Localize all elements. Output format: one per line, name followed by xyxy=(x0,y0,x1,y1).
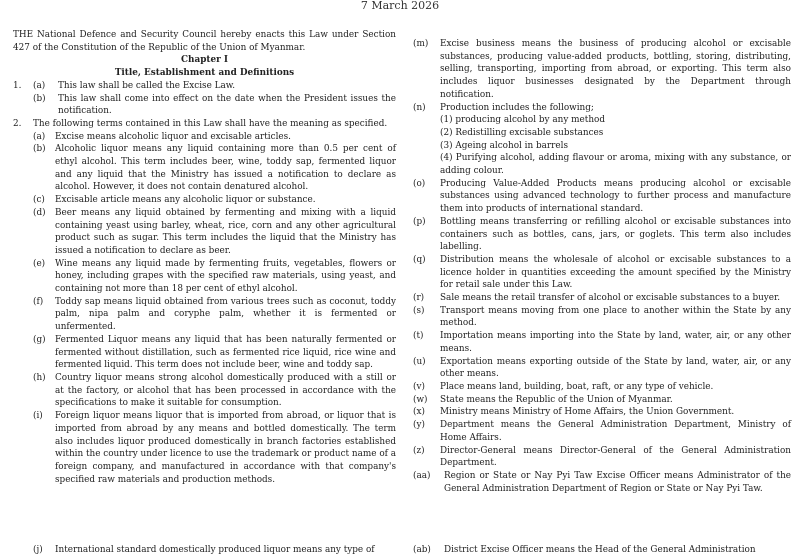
publication-date: 7 March 2026 xyxy=(360,0,440,12)
definition-item xyxy=(33,143,396,194)
item-label: (e) xyxy=(33,258,46,269)
section-number: 1. xyxy=(13,80,22,91)
definition-item xyxy=(413,419,791,444)
item-label: (y) xyxy=(413,420,425,431)
enactment-intro: THE National Defence and Security Council hereby enacts this Law under Section 427 of the Constitution of the Republic of the Union of Myanmar. xyxy=(13,30,396,53)
item-label: (h) xyxy=(33,372,46,383)
item-label: (ab) xyxy=(413,545,431,555)
clause-text: This law shall be called the Excise Law. xyxy=(58,80,236,91)
item-text: Foreign liquor means liquor that is imported from abroad, or liquor that is imported from abroad by any means and bottled domestically. The term also includes liquor produced domestically in branch factories established within the country under licence to use the trademark or product name of a foreign company, and manufactured in accordance with that company's specified raw materials and production methods. xyxy=(55,411,396,485)
definition-item xyxy=(33,258,396,296)
definition-item xyxy=(413,406,791,419)
item-text: Fermented Liquor means any liquid that has been naturally fermented or fermented without distillation, such as fermented rice liquid, rice wine and fermented liquid. This term does not include beer, wine and toddy sap. xyxy=(55,334,396,371)
definition-item xyxy=(413,544,791,557)
clause-label: (b) xyxy=(33,93,46,104)
definition-item xyxy=(33,194,396,207)
definition-item xyxy=(33,334,396,372)
item-text: Country liquor means strong alcohol domestically produced with a still or at the factory, or alcohol that has been processed in accordance with the specifications to make it suitable for consumption. xyxy=(55,372,396,409)
item-label: (p) xyxy=(413,216,426,227)
definition-item xyxy=(33,131,396,144)
item-label: (z) xyxy=(413,445,425,456)
chapter-number: Chapter I xyxy=(181,55,228,66)
item-text: Wine means any liquid made by fermenting fruits, vegetables, flowers or honey, including grapes with the specified raw materials, using yeast, and containing not more than 18 per cent of ethyl alcohol. xyxy=(55,258,396,295)
item-text: Region or State or Nay Pyi Taw Excise Officer means Administrator of the General Administration Department of Region or State or Nay Pyi Taw. xyxy=(444,470,791,494)
definition-item xyxy=(413,178,791,216)
item-text: Beer means any liquid obtained by fermenting and mixing with a liquid containing yeast using barley, wheat, rice, corn and any other agricultural product such as sugar. This term includes the liquid that the Ministry has issued a notification to declare as beer. xyxy=(55,207,396,256)
item-text: Production includes the following; xyxy=(440,102,594,113)
item-label: (aa) xyxy=(413,470,431,481)
item-text: Transport means moving from one place to another within the State by any method. xyxy=(440,305,791,329)
item-label: (u) xyxy=(413,356,426,367)
item-text: State means the Republic of the Union of Myanmar. xyxy=(440,394,673,405)
item-text: Importation means importing into the State by land, water, air, or any other means. xyxy=(440,331,791,354)
left-column xyxy=(13,29,396,486)
definition-item xyxy=(413,216,791,254)
definition-item xyxy=(33,410,396,486)
item-text: Excise business means the business of producing alcohol or excisable substances, producing value-added products, bottling, storing, distributing, selling, transporting, importing from abroad, or exporting. This term also includes liquor businesses designated by the Department through notification. xyxy=(440,39,791,100)
clause xyxy=(33,93,396,118)
item-label: (g) xyxy=(33,334,46,345)
definition-item xyxy=(33,207,396,258)
definition-item xyxy=(33,296,396,334)
definition-list xyxy=(13,131,396,487)
definition-item xyxy=(413,254,791,292)
definition-item xyxy=(413,305,791,330)
production-item: (3) Ageing alcohol in barrels xyxy=(440,140,568,151)
item-text: District Excise Officer means the Head of the General Administration xyxy=(444,545,756,555)
item-label: (j) xyxy=(33,545,43,555)
item-text: Toddy sap means liquid obtained from various trees such as coconut, toddy palm, nipa palm and coryphe palm, whether it is fermented or unfermented. xyxy=(55,296,396,333)
definition-item xyxy=(413,356,791,381)
definition-item xyxy=(413,102,791,115)
clause-text: This law shall come into effect on the date when the President issues the notification. xyxy=(58,93,396,117)
clause-label: (a) xyxy=(33,80,46,91)
item-text: Exportation means exporting outside of the State by land, water, air, or any other means. xyxy=(440,356,791,380)
item-text: Producing Value-Added Products means producing alcohol or excisable substances using advanced technology to further process and manufacture them into products of international standard. xyxy=(440,178,791,215)
item-label: (s) xyxy=(413,305,425,316)
clause xyxy=(33,80,396,93)
item-text: Bottling means transferring or refilling alcohol or excisable substances into containers such as bottles, cans, jars, or goglets. This term also includes labelling. xyxy=(440,216,791,253)
item-label: (m) xyxy=(413,39,429,49)
right-column xyxy=(413,38,791,495)
definition-item xyxy=(413,38,791,102)
item-text: Distribution means the wholesale of alcohol or excisable substances to a licence holder in quantities exceeding the amount specified by the Ministry for retail sale under this Law. xyxy=(440,254,791,291)
item-label: (c) xyxy=(33,195,45,206)
definition-item xyxy=(413,330,791,355)
production-item: (2) Redistilling excisable substances xyxy=(440,127,604,138)
production-item: (4) Purifying alcohol, adding flavour or aroma, mixing with any substance, or adding colour. xyxy=(440,153,791,177)
item-label: (d) xyxy=(33,207,46,218)
item-label: (o) xyxy=(413,178,426,189)
item-text: Alcoholic liquor means any liquid containing more than 0.5 per cent of ethyl alcohol. This term includes beer, wine, toddy sap, fermented liquor and any liquid that the Ministry has issued a notification to declare as alcohol. However, it does not contain denatured alcohol. xyxy=(55,144,396,193)
chapter-title: Title, Establishment and Definitions xyxy=(114,68,295,79)
item-text: Excise means alcoholic liquor and excisable articles. xyxy=(55,131,291,142)
item-text: Director-General means Director-General of the General Administration Department. xyxy=(440,445,791,469)
item-text: Place means land, building, boat, raft, or any type of vehicle. xyxy=(440,381,714,392)
item-label: (q) xyxy=(413,254,426,265)
item-label: (r) xyxy=(413,293,425,304)
item-text: International standard domestically produced liquor means any type of xyxy=(55,545,375,555)
definition-item-cutoff xyxy=(13,544,396,557)
section-2 xyxy=(13,118,396,131)
definition-item xyxy=(33,372,396,410)
item-text: Excisable article means any alcoholic liquor or substance. xyxy=(55,195,316,206)
item-text: Sale means the retail transfer of alcohol or excisable substances to a buyer. xyxy=(440,293,781,304)
section-number: 2. xyxy=(13,118,22,129)
item-label: (t) xyxy=(413,331,424,342)
definition-item-cutoff xyxy=(413,544,791,557)
item-label: (x) xyxy=(413,407,425,418)
section-text: The following terms contained in this Law shall have the meaning as specified. xyxy=(33,118,388,129)
item-text: Department means the General Administration Department, Ministry of Home Affairs. xyxy=(440,420,791,443)
item-label: (n) xyxy=(413,102,426,113)
production-item: (1) producing alcohol by any method xyxy=(440,115,605,126)
item-text: Ministry means Ministry of Home Affairs, the Union Government. xyxy=(440,407,735,418)
item-label: (a) xyxy=(33,131,46,142)
definition-item xyxy=(33,544,396,557)
section-1 xyxy=(13,80,396,118)
item-label: (v) xyxy=(413,381,425,392)
item-label: (b) xyxy=(33,144,46,155)
production-list xyxy=(413,114,791,178)
item-label: (w) xyxy=(413,394,428,405)
definition-item xyxy=(413,470,791,495)
item-label: (i) xyxy=(33,411,43,422)
definition-item xyxy=(413,292,791,305)
item-label: (f) xyxy=(33,296,44,307)
definition-item xyxy=(413,381,791,394)
definition-item xyxy=(413,394,791,407)
definition-item xyxy=(413,445,791,470)
